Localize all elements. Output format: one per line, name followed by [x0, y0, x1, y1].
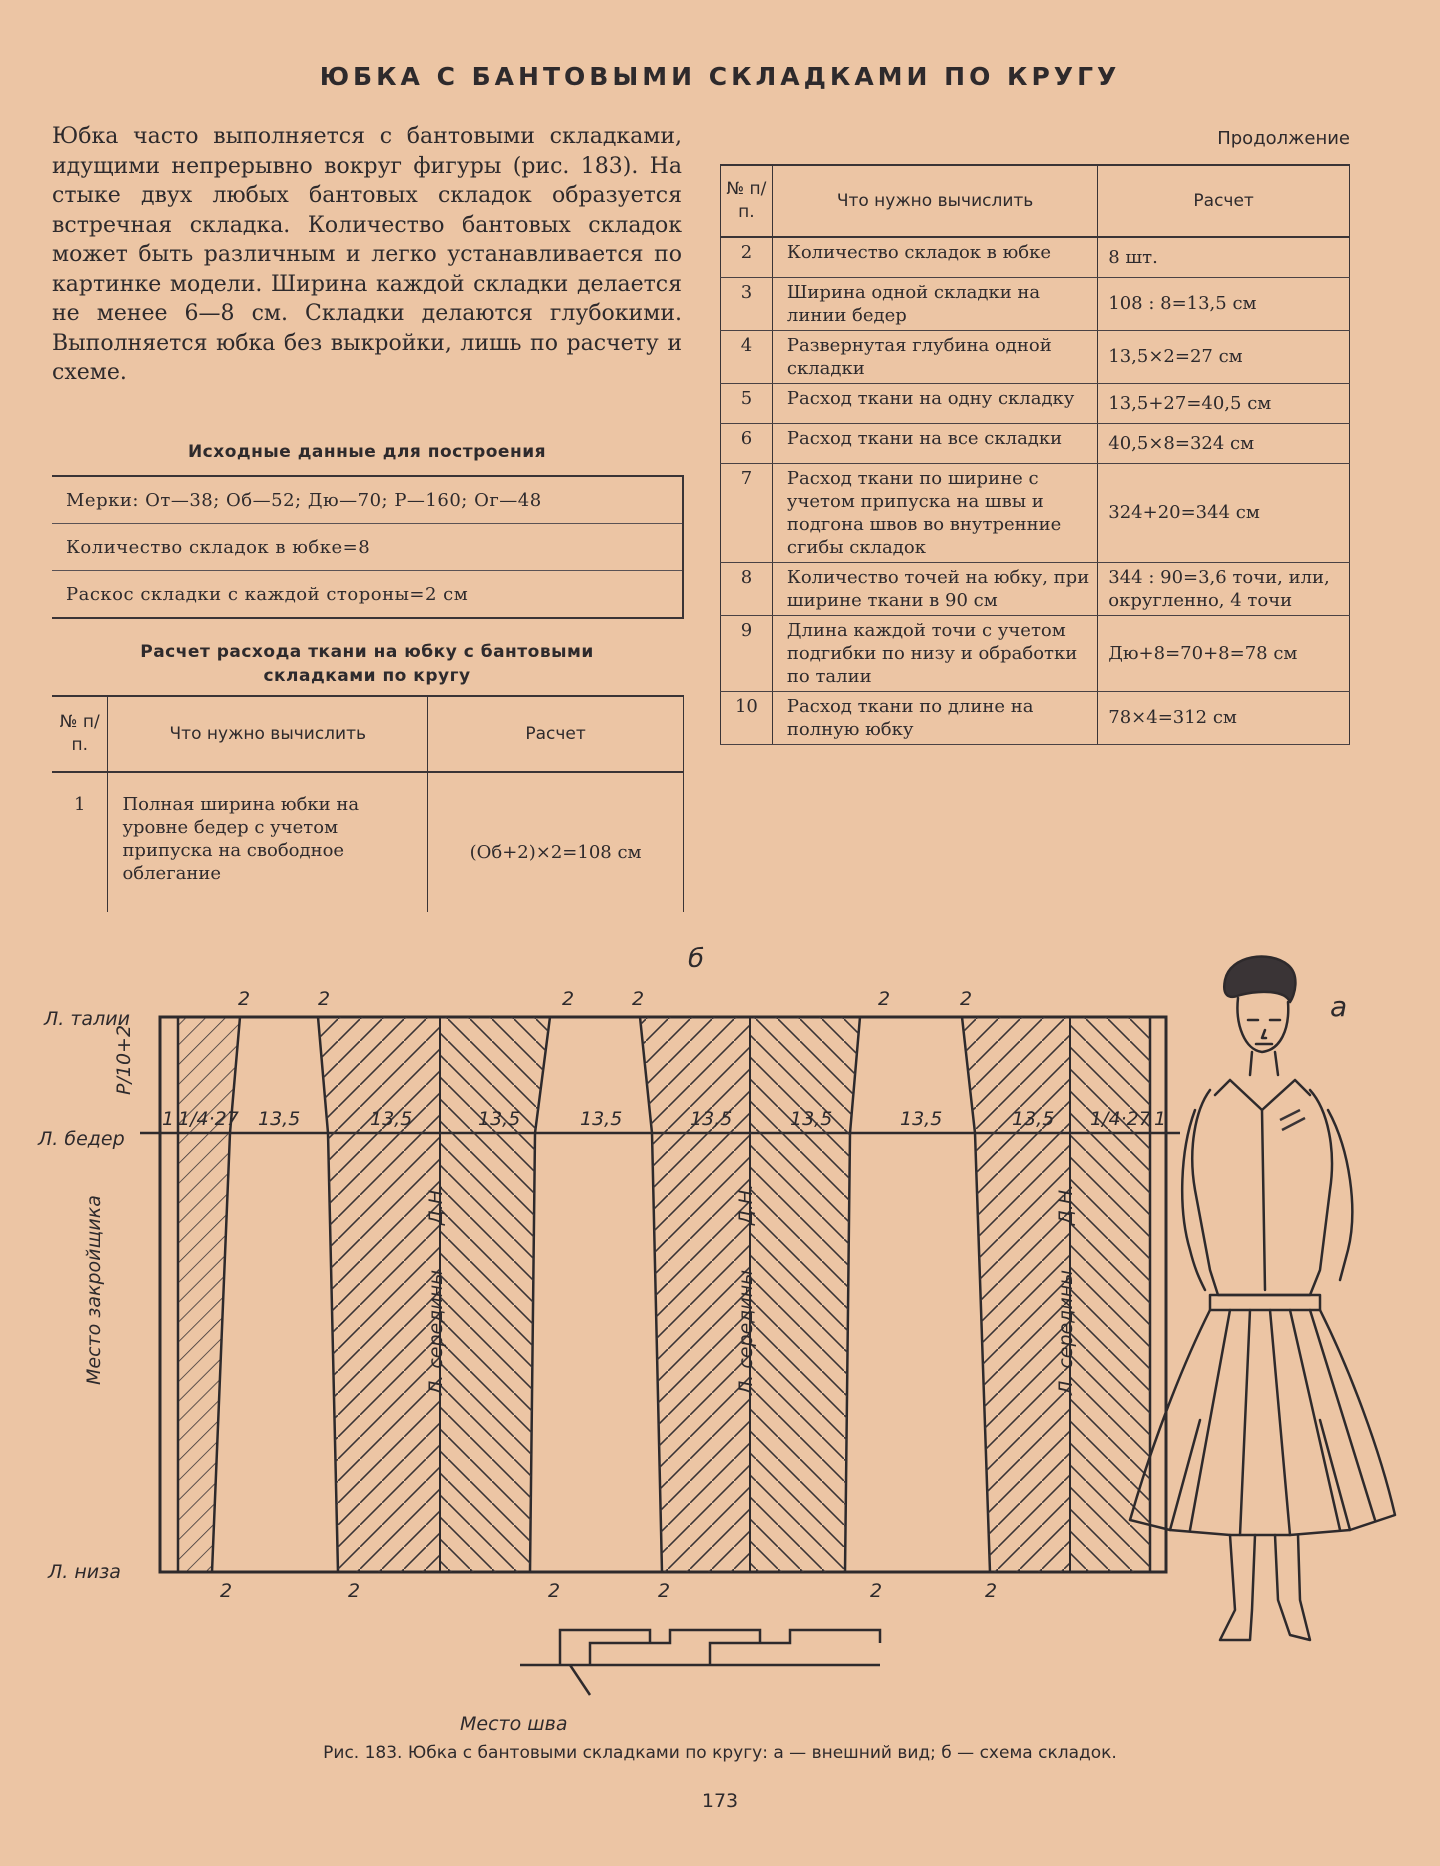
row-what: Расход ткани по длине на полную юбку — [772, 691, 1097, 744]
row-what: Полная ширина юбки на уровне бедер с учетом припуска на свободное облегание — [108, 772, 428, 912]
measurements-row: Мерки: От—38; Об—52; Дю—70; Р—160; Ог—48 — [52, 477, 682, 524]
dim-two: 2 — [632, 988, 645, 1010]
dim-two: 2 — [658, 1580, 671, 1602]
header-calc: Расчет — [428, 696, 684, 772]
dim-two: 2 — [238, 988, 251, 1010]
dim-two: 2 — [220, 1580, 233, 1602]
dim-quarter-left: 1/4·27 — [178, 1108, 239, 1130]
calc-heading — [52, 640, 682, 688]
grain-label: Д.Н. — [735, 1183, 757, 1225]
cutter-place-label: Место закройщика — [83, 1195, 105, 1385]
grain-label: Д.Н. — [1055, 1183, 1077, 1225]
dim-quarter-right: 1/4·27 — [1090, 1108, 1151, 1130]
seam-label: Место шва — [460, 1713, 568, 1735]
row-calc: 344 : 90=3,6 точи, или, округленно, 4 точи — [1098, 562, 1350, 615]
row-calc: 13,5×2=27 см — [1098, 330, 1350, 383]
calc-table-1 — [52, 695, 684, 912]
row-calc: 13,5+27=40,5 см — [1098, 383, 1350, 423]
pleat-3-right-hatch — [750, 1017, 860, 1572]
row-calc: 8 шт. — [1098, 237, 1350, 277]
center-line-label: Л. середины — [425, 1269, 447, 1395]
header-calc: Расчет — [1098, 165, 1350, 237]
header-what: Что нужно вычислить — [108, 696, 428, 772]
dim-two: 2 — [960, 988, 973, 1010]
page-title: ЮБКА С БАНТОВЫМИ СКЛАДКАМИ ПО КРУГУ — [319, 62, 1121, 91]
table-row — [721, 277, 1350, 330]
row-calc: Дю+8=70+8=78 см — [1098, 615, 1350, 691]
row-what: Расход ткани на все складки — [772, 423, 1097, 463]
yoke-formula-label: Р/10+2 — [113, 1024, 135, 1095]
dim-two: 2 — [348, 1580, 361, 1602]
dim-two: 2 — [870, 1580, 883, 1602]
figure-label-a: а — [1330, 990, 1348, 1023]
table-row — [721, 383, 1350, 423]
hip-line-label: Л. бедер — [38, 1128, 125, 1150]
row-num: 4 — [721, 330, 773, 383]
center-line-label: Л. середины — [1055, 1269, 1077, 1395]
pleat-4-left-hatch — [962, 1017, 1070, 1572]
row-what: Длина каждой точи с учетом подгибки по низу и обработки по талии — [772, 615, 1097, 691]
pleat-slant-row: Раскос складки с каждой стороны=2 см — [66, 584, 469, 605]
dim-pleat: 13,5 — [1012, 1108, 1055, 1130]
dim-pleat: 13,5 — [790, 1108, 833, 1130]
table-row — [52, 772, 684, 912]
table-row — [721, 237, 1350, 277]
intro-paragraph: Юбка часто выполняется с бантовыми складками, идущими непрерывно вокруг фигуры (рис. 183). На стыке двух любых бантовых складок образуется встречная складка. Количество бантовых складок может быть различным и легко устанавливается по картинке модели. Ширина каждой складки делается не менее 6—8 см. Складки делаются глубокими. Выполняется юбка без выкройки, лишь по расчету и схеме. — [52, 124, 682, 385]
seam-cross-section — [520, 1630, 880, 1695]
row-num: 5 — [721, 383, 773, 423]
dim-pleat: 13,5 — [258, 1108, 301, 1130]
table-row — [721, 562, 1350, 615]
row-calc: 40,5×8=324 см — [1098, 423, 1350, 463]
row-num: 6 — [721, 423, 773, 463]
row-what: Расход ткани на одну складку — [772, 383, 1097, 423]
row-calc: 108 : 8=13,5 см — [1098, 277, 1350, 330]
row-what: Развернутая глубина одной складки — [772, 330, 1097, 383]
row-calc: (Об+2)×2=108 см — [428, 772, 684, 912]
woman-illustration — [1110, 950, 1410, 1650]
dim-two: 2 — [548, 1580, 561, 1602]
page-number: 173 — [701, 1790, 739, 1812]
inputs-heading: Исходные данные для построения — [187, 442, 547, 462]
figure-label-b: б — [688, 944, 705, 974]
header-num: № п/п. — [721, 165, 773, 237]
dim-pleat: 13,5 — [370, 1108, 413, 1130]
dim-pleat: 13,5 — [900, 1108, 943, 1130]
row-what: Расход ткани по ширине с учетом припуска на швы и подгона швов во внутренние сгибы складок — [772, 463, 1097, 562]
calc-table-2 — [720, 164, 1350, 745]
grain-label: Д.Н. — [425, 1183, 447, 1225]
row-what: Ширина одной складки на линии бедер — [772, 277, 1097, 330]
dim-two: 2 — [878, 988, 891, 1010]
pleat-left-edge — [178, 1017, 240, 1572]
table-row — [721, 423, 1350, 463]
dim-one-left: 1 — [162, 1108, 175, 1130]
calc-heading-line-2: складками по кругу — [263, 666, 471, 686]
dim-two: 2 — [562, 988, 575, 1010]
row-num: 8 — [721, 562, 773, 615]
pleat-3-left-hatch — [640, 1017, 750, 1572]
pleat-2-left-hatch — [318, 1017, 440, 1572]
dim-two: 2 — [318, 988, 331, 1010]
row-what: Количество точей на юбку, при ширине ткани в 90 см — [772, 562, 1097, 615]
center-line-label: Л. середины — [735, 1269, 757, 1395]
hem-line-label: Л. низа — [48, 1561, 121, 1583]
inputs-box — [52, 475, 684, 619]
header-num: № п/п. — [52, 696, 108, 772]
continuation-label: Продолжение — [1217, 128, 1350, 149]
row-num: 3 — [721, 277, 773, 330]
waist-line-label: Л. талии — [44, 1008, 130, 1030]
table-row — [721, 330, 1350, 383]
row-calc: 324+20=344 см — [1098, 463, 1350, 562]
row-num: 7 — [721, 463, 773, 562]
row-num: 2 — [721, 237, 773, 277]
row-num: 10 — [721, 691, 773, 744]
row-num: 9 — [721, 615, 773, 691]
dim-two: 2 — [985, 1580, 998, 1602]
dim-pleat: 13,5 — [690, 1108, 733, 1130]
pleat-count-row: Количество складок в юбке=8 — [52, 524, 682, 571]
header-what: Что нужно вычислить — [772, 165, 1097, 237]
row-num: 1 — [52, 772, 108, 912]
calc-heading-line-1: Расчет расхода ткани на юбку с бантовыми — [140, 642, 594, 662]
table-row — [721, 463, 1350, 562]
row-calc: 78×4=312 см — [1098, 691, 1350, 744]
pleat-scheme-diagram — [30, 975, 1180, 1740]
dim-pleat: 13,5 — [580, 1108, 623, 1130]
dim-one-right: 1 — [1154, 1108, 1167, 1130]
dim-pleat: 13,5 — [478, 1108, 521, 1130]
figure-caption: Рис. 183. Юбка с бантовыми складками по кругу: а — внешний вид; б — схема складок. — [323, 1743, 1117, 1763]
row-what: Количество складок в юбке — [772, 237, 1097, 277]
table-row — [721, 615, 1350, 691]
table-row — [721, 691, 1350, 744]
